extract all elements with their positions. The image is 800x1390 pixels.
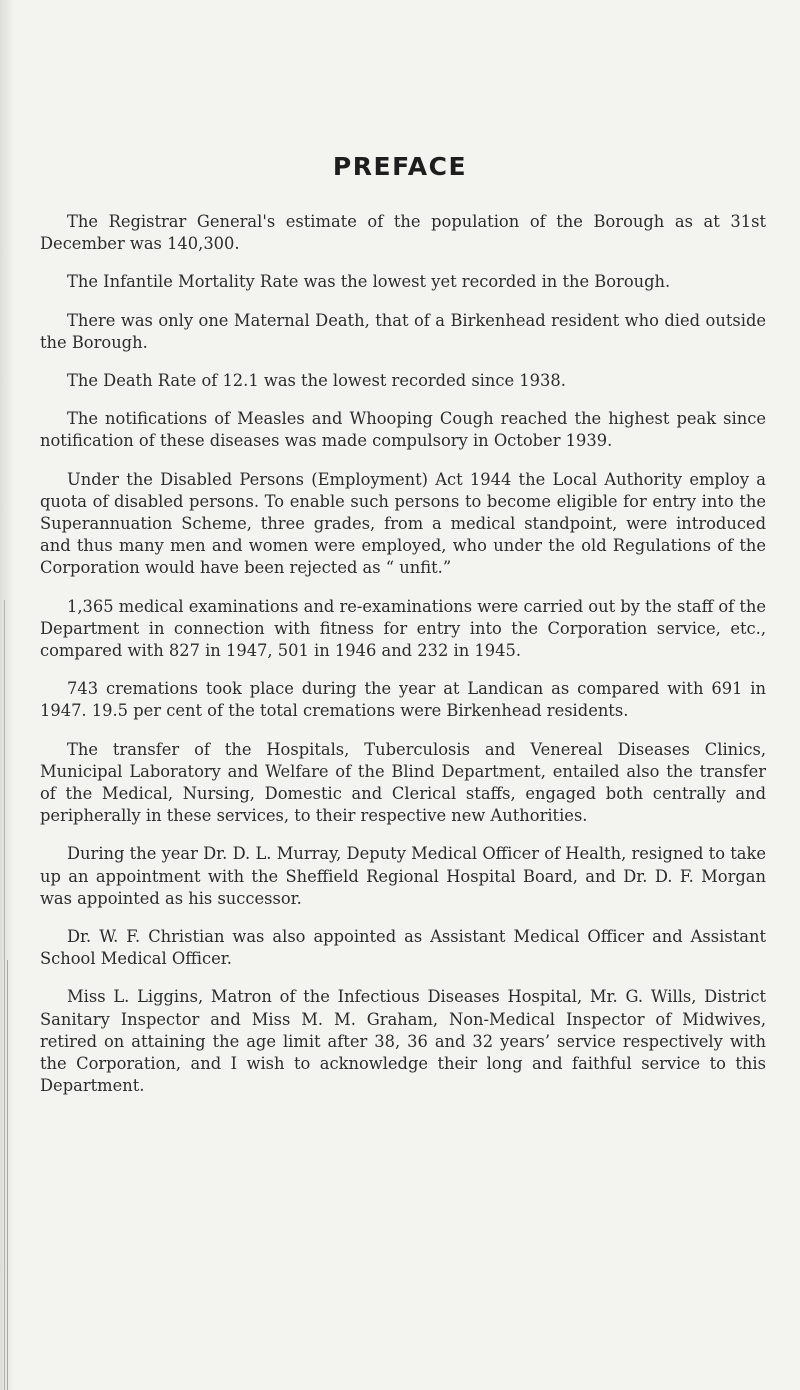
paragraph-cremations: 743 cremations took place during the year at Landican as compared with 691 in 1947. 19.5 per cent of the total cremations were Birkenhead residents. xyxy=(40,679,766,721)
paragraph-maternal-death: There was only one Maternal Death, that of a Birkenhead resident who died outside the Borough. xyxy=(40,310,766,352)
paragraph-infantile-mortality: The Infantile Mortality Rate was the lowest yet recorded in the Borough. xyxy=(67,272,671,292)
paragraph-disabled-persons: Under the Disabled Persons (Employment) Act 1944 the Local Authority employ a quota of disabled persons. To enable such persons to become eligible for entry into the Superannuation Scheme, three grades, from a medical standpoint, were introduced and thus many men and women were employed, who under the old Regulations of the Corporation would have been rejected as “ unfit.” xyxy=(40,469,766,578)
paragraph-hospital-transfer: The transfer of the Hospitals, Tuberculosis and Venereal Diseases Clinics, Municipal Laboratory and Welfare of the Blind Department, entailed also the transfer of the Medical, Nursing, Domestic and Clerical staffs, engaged both centrally and peripherally in these services, to their respective new Authorities. xyxy=(40,739,766,826)
page-edge-line xyxy=(7,960,8,1390)
paragraph-population: The Registrar General's estimate of the population of the Borough as at 31st December was 140,300. xyxy=(40,212,766,254)
document-body xyxy=(40,211,766,1114)
paragraph-deputy-resignation: During the year Dr. D. L. Murray, Deputy Medical Officer of Health, resigned to take up an appointment with the Sheffield Regional Hospital Board, and Dr. D. F. Morgan was appointed as his successor. xyxy=(40,844,766,908)
paragraph-assistant-appointment: Dr. W. F. Christian was also appointed as Assistant Medical Officer and Assistant School Medical Officer. xyxy=(40,927,766,969)
paragraph-medical-examinations: 1,365 medical examinations and re-examinations were carried out by the staff of the Department in connection with fitness for entry into the Corporation service, etc., compared with 827 in 1947, 501 in 1946 and 232 in 1945. xyxy=(40,596,766,661)
page-title: PREFACE xyxy=(332,152,468,181)
paragraph-measles-notifications: The notifications of Measles and Whooping Cough reached the highest peak since notification of these diseases was made compulsory in October 1939. xyxy=(40,409,766,451)
paragraph-retirements: Miss L. Liggins, Matron of the Infectious Diseases Hospital, Mr. G. Wills, District Sanitary Inspector and Miss M. M. Graham, Non-Medical Inspector of Midwives, retired on attaining the age limit after 38, 36 and 32 years’ service respectively with the Corporation, and I wish to acknowledge their long and faithful service to this Department. xyxy=(40,987,766,1096)
paragraph-death-rate: The Death Rate of 12.1 was the lowest recorded since 1938. xyxy=(67,371,566,391)
page-edge-line xyxy=(4,600,5,1390)
